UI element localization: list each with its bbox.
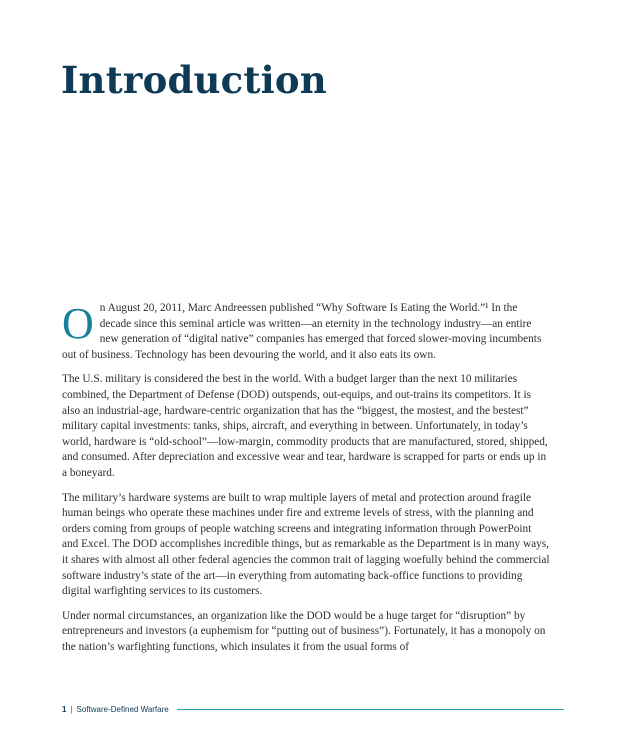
paragraph-3: The military’s hardware systems are built to wrap multiple layers of metal and protection around fragile human beings who operate these machines under fire and extreme levels of stress, with the planning and orders coming from groups of people watching screens and integrating information through PowerPoint and Excel. The DOD accomplishes incredible things, but as remarkable as the Department is in many ways, it shares with almost all other federal agencies the common trait of lagging woefully behind the commercial software industry’s state of the art—in everything from automating back-office functions to providing digital warfighting services to its customers. — [62, 491, 550, 598]
footer-rule — [177, 709, 564, 710]
footer-separator: | — [70, 704, 73, 714]
page-footer — [62, 703, 564, 715]
page-title: Introduction — [61, 58, 327, 102]
body-text — [62, 301, 550, 664]
running-title: Software-Defined Warfare — [76, 704, 169, 714]
drop-cap: O — [62, 299, 94, 348]
page-number: 1 — [62, 704, 67, 714]
paragraph-2: The U.S. military is considered the best in the world. With a budget larger than the next 10 militaries combined, the Department of Defense (DOD) outspends, out-equips, and out-trains its competitors. It is also an industrial-age, hardware-centric organization that has the “biggest, the mostest, and the bestest” military capital investments: tanks, ships, aircraft, and everything in between. Unfortunately, in today’s world, hardware is “old-school”—low-margin, commodity products that are manufactured, stored, shipped, and consumed. After depreciation and excessive wear and tear, hardware is scrapped for parts or ends up in a boneyard. — [62, 373, 548, 479]
paragraph-4: Under normal circumstances, an organization like the DOD would be a huge target for “disruption” by entrepreneurs and investors (a euphemism for “putting out of business”). Fortunately, it has a monopoly on the nation’s warfighting functions, which insulates it from the usual forms of — [62, 609, 546, 653]
paragraph-1 — [62, 301, 550, 363]
paragraph-1-text: n August 20, 2011, Marc Andreessen published “Why Software Is Eating the World.”¹ In the decade since this seminal article was written—an eternity in the technology industry—an entire new generation of “digital native” companies has emerged that forced slower-moving incumbents out of business. Technology has been devouring the world, and it also eats its own. — [62, 302, 542, 361]
